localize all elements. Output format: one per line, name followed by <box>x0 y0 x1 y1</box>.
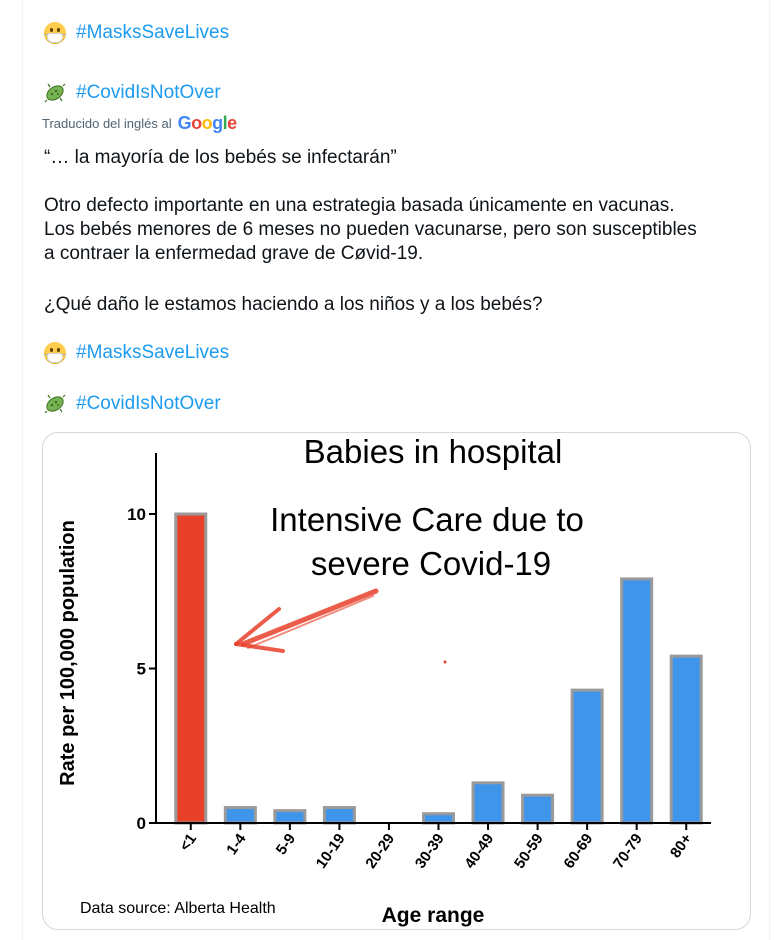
microbe-icon <box>44 393 66 415</box>
bar-5-9 <box>275 811 305 823</box>
bar-30-39 <box>424 814 454 823</box>
x-tick-label: <1 <box>176 830 201 855</box>
y-axis-label: Rate per 100,000 population <box>57 520 79 786</box>
hashtag-link-masks[interactable]: #MasksSaveLives <box>76 342 230 363</box>
x-tick-label: 70-79 <box>610 830 646 872</box>
face-with-mask-icon <box>44 342 66 364</box>
y-tick-label: 10 <box>127 505 146 524</box>
icu-rate-bar-chart <box>43 433 750 929</box>
translated-label: Traducido del inglés al <box>42 116 172 131</box>
hashtag-link-masks[interactable]: #MasksSaveLives <box>76 22 230 43</box>
data-source-note: Data source: Alberta Health <box>80 900 276 917</box>
bar--1 <box>176 514 206 823</box>
hashtag-link-covid[interactable]: #CovidIsNotOver <box>76 393 221 414</box>
chart-title-line-3: severe Covid-19 <box>310 545 552 582</box>
x-tick-label: 60-69 <box>560 830 597 872</box>
x-axis-label: Age range <box>381 904 485 927</box>
tweet-paragraph-line-3: a contraer la enfermedad grave de Cøvid-19. <box>44 243 424 264</box>
hashtag-line-covid-bottom <box>44 392 221 416</box>
translation-attribution <box>42 113 237 134</box>
x-tick-label: 1-4 <box>223 830 250 859</box>
x-tick-label: 10-19 <box>312 830 349 872</box>
bar-60-69 <box>572 690 602 823</box>
x-tick-label: 5-9 <box>272 830 300 859</box>
hashtag-line-masks-bottom <box>44 341 229 365</box>
hashtag-link-covid[interactable]: #CovidIsNotOver <box>76 82 221 103</box>
y-tick-label: 0 <box>136 814 146 833</box>
hashtag-line-masks-top <box>44 21 229 45</box>
chart-title-line-1: Babies in hospital <box>303 433 563 470</box>
bar-10-19 <box>324 808 354 823</box>
x-tick-label: 80+ <box>666 830 696 862</box>
timeline-rail-right <box>769 0 770 940</box>
chart-title-line-2: Intensive Care due to <box>270 501 584 538</box>
bar-40-49 <box>473 783 503 823</box>
tweet-media-image[interactable] <box>42 432 751 930</box>
x-tick-label: 30-39 <box>411 830 448 872</box>
x-tick-label: 40-49 <box>461 830 498 872</box>
bar-70-79 <box>622 579 652 823</box>
x-tick-label: 20-29 <box>362 830 399 872</box>
tweet-question: ¿Qué daño le estamos haciendo a los niños y a los bebés? <box>44 294 543 315</box>
google-logo[interactable]: Google <box>177 113 237 133</box>
microbe-icon <box>44 82 66 104</box>
timeline-rail-left <box>22 0 23 940</box>
hashtag-line-covid-top <box>44 81 221 105</box>
x-tick-label: 50-59 <box>510 830 547 872</box>
face-with-mask-icon <box>44 22 66 44</box>
tweet-paragraph-line-1: Otro defecto importante en una estrategia basada únicamente en vacunas. <box>44 195 675 216</box>
y-tick-label: 5 <box>136 659 146 679</box>
hand-drawn-arrow-icon <box>236 591 447 664</box>
tweet-quote: “… la mayoría de los bebés se infectarán” <box>44 147 397 168</box>
bar-80- <box>671 656 701 823</box>
tweet-paragraph-line-2: Los bebés menores de 6 meses no pueden vacunarse, pero son susceptibles <box>44 219 697 240</box>
bar-50-59 <box>523 795 553 823</box>
bar-1-4 <box>225 808 255 823</box>
